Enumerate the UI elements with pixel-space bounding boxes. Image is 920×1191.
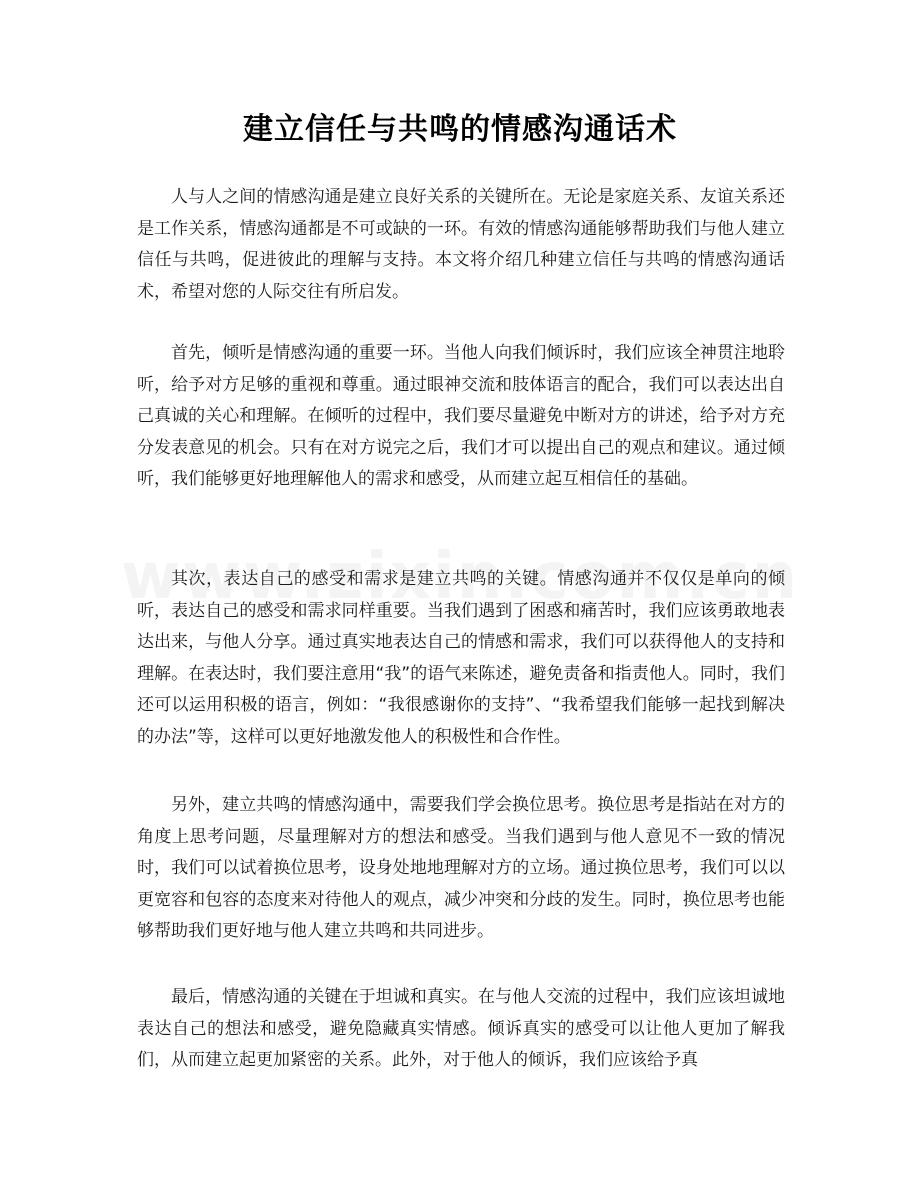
paragraph-listening: 首先，倾听是情感沟通的重要一环。当他人向我们倾诉时，我们应该全神贯注地聆听，给予对方足够的重视和尊重。通过眼神交流和肢体语言的配合，我们可以表达出自己真诚的关心和理解。在倾听的过程中，我们要尽量避免中断对方的讲述，给予对方充分发表意见的机会。只有在对方说完之后，我们才可以提出自己的观点和建议。通过倾听，我们能够更好地理解他人的需求和感受，从而建立起互相信任的基础。	[137, 343, 785, 489]
paragraph-honesty: 最后，情感沟通的关键在于坦诚和真实。在与他人交流的过程中，我们应该坦诚地表达自己的想法和感受，避免隐藏真实情感。倾诉真实的感受可以让他人更加了解我们，从而建立起更加紧密的关系。此外，对于他人的倾诉，我们应该给予真	[137, 987, 785, 1070]
paragraph-intro: 人与人之间的情感沟通是建立良好关系的关键所在。无论是家庭关系、友谊关系还是工作关系，情感沟通都是不可或缺的一环。有效的情感沟通能够帮助我们与他人建立信任与共鸣，促进彼此的理解与支持。本文将介绍几种建立信任与共鸣的情感沟通话术，希望对您的人际交往有所启发。	[137, 187, 785, 302]
paragraph-empathy: 另外，建立共鸣的情感沟通中，需要我们学会换位思考。换位思考是指站在对方的角度上思考问题，尽量理解对方的想法和感受。当我们遇到与他人意见不一致的情况时，我们可以试着换位思考，设身处地地理解对方的立场。通过换位思考，我们可以以更宽容和包容的态度来对待他人的观点，减少冲突和分歧的发生。同时，换位思考也能够帮助我们更好地与他人建立共鸣和共同进步。	[137, 795, 785, 941]
paragraph-expression: 其次，表达自己的感受和需求是建立共鸣的关键。情感沟通并不仅仅是单向的倾听，表达自己的感受和需求同样重要。当我们遇到了困惑和痛苦时，我们应该勇敢地表达出来，与他人分享。通过真实地表达自己的情感和需求，我们可以获得他人的支持和理解。在表达时，我们要注意用“我”的语气来陈述，避免责备和指责他人。同时，我们还可以运用积极的语言，例如：“我很感谢你的支持”、“我希望我们能够一起找到解决的办法”等，这样可以更好地激发他人的积极性和合作性。	[137, 569, 785, 747]
document-title: 建立信任与共鸣的情感沟通话术	[243, 112, 677, 147]
